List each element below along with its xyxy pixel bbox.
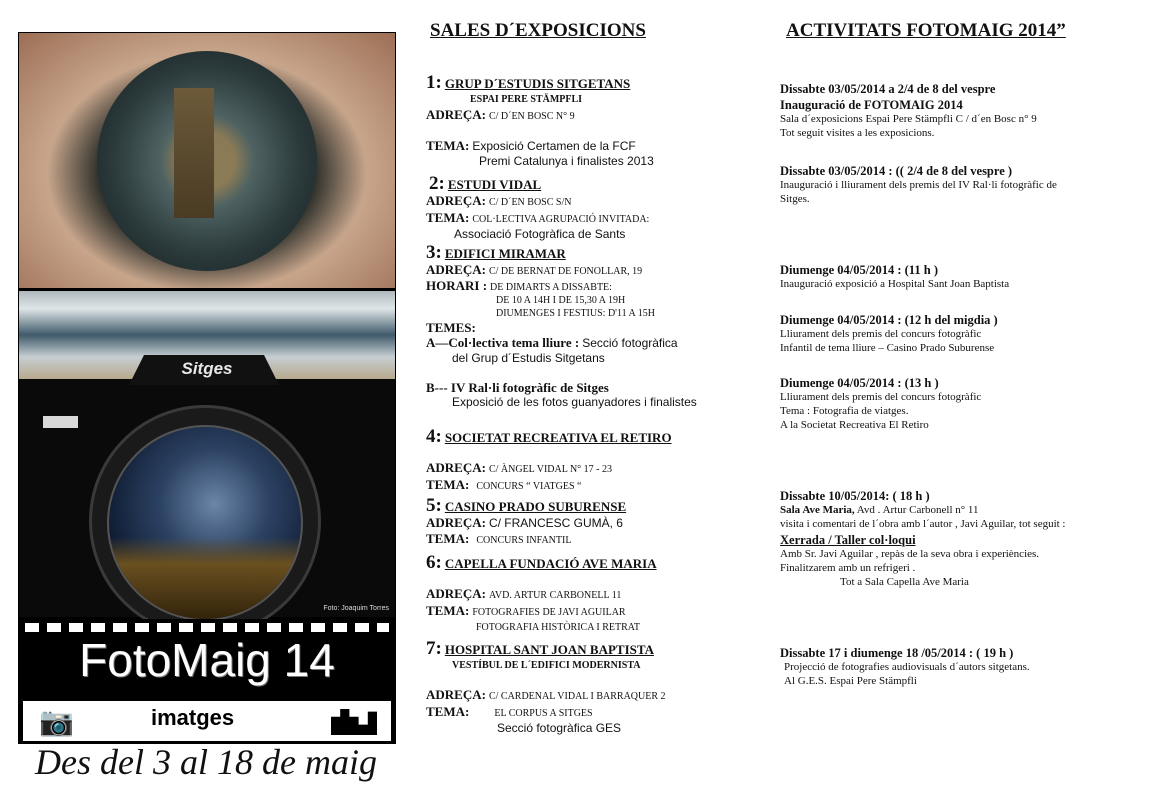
church-tower-reflection — [174, 88, 214, 218]
activitat-4: Diumenge 04/05/2014 : (12 h del migdia ) Lliurament dels premis del concurs fotogràfic Infantil de tema lliure – Casino Prado Suburense — [780, 313, 998, 354]
church-silhouette — [109, 537, 303, 621]
activitat-2: Dissabte 03/05/2014 : (( 2/4 de 8 del vespre ) Inauguració i lliurament dels premis del IV Ral·li fotogràfic de Sitges. — [780, 164, 1057, 205]
activitat-6: Dissabte 10/05/2014: ( 18 h ) Sala Ave Maria, Avd . Artur Carbonell n° 11 visita i comentari de l´obra amb l´autor , Javi Aguilar, tot seguit : Xerrada / Taller col·loqui Amb Sr. Javi Aguilar , repàs de la seva obra i experiències. Finalitzarem amb un refrigeri . Tot a Sala Capella Ave Maria — [780, 489, 1066, 588]
activitat-7: Dissabte 17 i diumenge 18 /05/2014 : ( 19 h ) Projecció de fotografies audiovisuals d´autors sitgetans. Al G.E.S. Espai Pere Stämpfli — [780, 646, 1030, 687]
sala-5: 5: CASINO PRADO SUBURENSE ADREÇA: C/ FRANCESC GUMÀ, 6 TEMA: CONCURS INFANTIL — [426, 495, 627, 546]
activitat-5: Diumenge 04/05/2014 : (13 h ) Lliurament dels premis del concurs fotogràfic Tema : Fotografia de viatges. A la Societat Recreativa El Retiro — [780, 376, 982, 431]
film-holes-top — [25, 623, 389, 632]
brand-title: FotoMaig 14 — [79, 634, 335, 686]
camera-icon: 📷 — [39, 707, 74, 738]
activitat-1: Dissabte 03/05/2014 a 2/4 de 8 del vespre Inauguració de FOTOMAIG 2014 Sala d´exposicions Espai Pere Stämpfli C / d´en Bosc n° 9 Tot seguit visites a les exposicions. — [780, 82, 1037, 139]
imatges-label: imatges — [151, 705, 235, 730]
eye-photo — [19, 33, 395, 288]
sala-6: 6: CAPELLA FUNDACIÓ AVE MARIA ADREÇA: AVD. ARTUR CARBONELL 11 TEMA: FOTOGRAFIES DE JAVI AGUILAR FOTOGRAFIA HISTÒRICA I RETRAT — [426, 552, 657, 633]
sales-heading: SALES D´EXPOSICIONS — [430, 20, 646, 41]
activitats-heading: ACTIVITATS FOTOMAIG 2014” — [786, 20, 1066, 41]
sala-4: 4: SOCIETAT RECREATIVA EL RETIRO ADREÇA: C/ ÀNGEL VIDAL N° 17 - 23 TEMA: CONCURS “ VIATGES “ — [426, 426, 672, 492]
activitat-3: Diumenge 04/05/2014 : (11 h ) Inauguració exposició a Hospital Sant Joan Baptista — [780, 263, 1010, 290]
camera-flash — [43, 416, 78, 428]
poster — [18, 32, 396, 744]
dates-line: Des del 3 al 18 de maig — [35, 742, 377, 782]
sala-1: 1: GRUP D´ESTUDIS SITGETANS ESPAI PERE STÄMPFLI ADREÇA: C/ D´EN BOSC N° 9 TEMA: Exposició Certamen de la FCF Premi Catalunya i finalistes 2013 — [426, 72, 654, 168]
sala-7: 7: HOSPITAL SANT JOAN BAPTISTA VESTÍBUL DE L´EDIFICI MODERNISTA ADREÇA: C/ CARDENAL VIDAL I BARRAQUER 2 TEMA: EL CORPUS A SITGES Secció fotogràfica GES — [426, 638, 666, 735]
sala-3: 3: EDIFICI MIRAMAR ADREÇA: C/ DE BERNAT DE FONOLLAR, 19 HORARI : DE DIMARTS A DISSABTE: DE 10 A 14H I DE 15,30 A 19H DIUMENGES I FESTIUS: D'11 A 15H TEMES: A—Col·lectiva tema lliure : Secció fotogràfica del Grup d´Estudis Sitgetans B--- IV Ral·li fotogràfic de Sitges Exposició de les fotos guanyadores i finalistes — [426, 242, 697, 409]
photo-credit: Foto: Joaquim Torres — [323, 605, 389, 612]
sitges-label: Sitges — [181, 359, 233, 378]
sala-2: 2: ESTUDI VIDAL ADREÇA: C/ D´EN BOSC S/N TEMA: COL·LECTIVA AGRUPACIÓ INVITADA: Associació Fotogràfica de Sants — [426, 173, 650, 241]
lens-photo — [107, 425, 303, 621]
